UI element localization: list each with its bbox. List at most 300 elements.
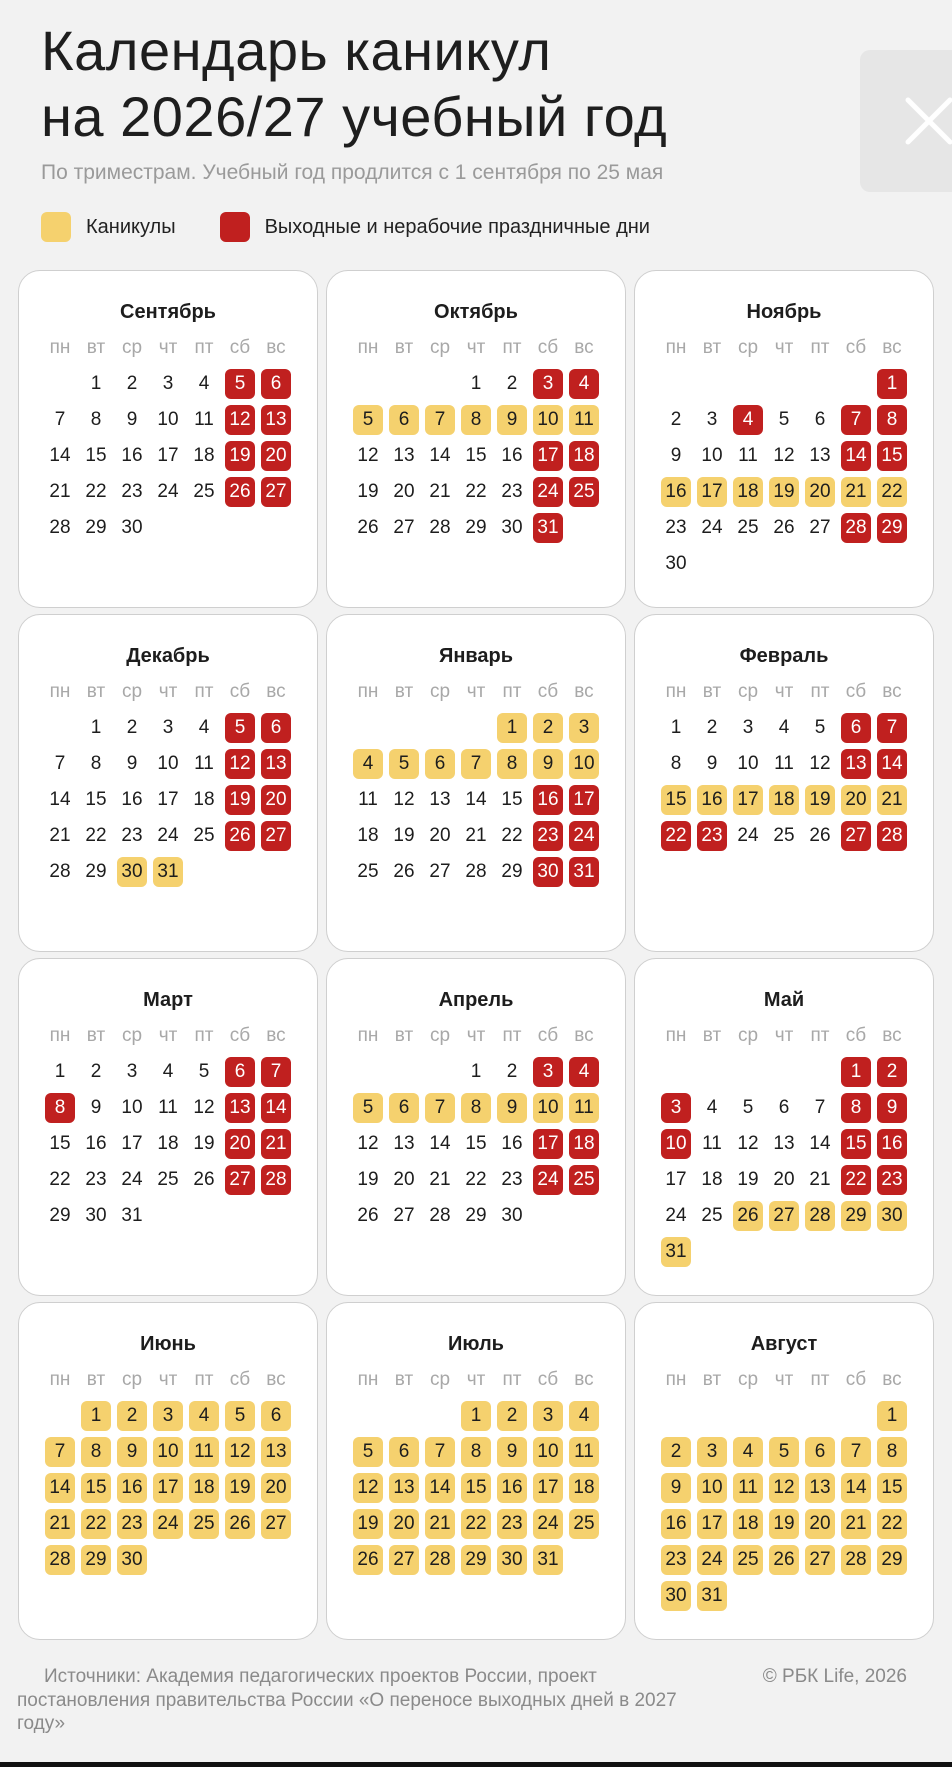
month-card <box>326 614 626 952</box>
day-cell: 11 <box>774 753 794 774</box>
weekday-label: чт <box>466 337 486 358</box>
day-cell: 23 <box>85 1169 107 1190</box>
day-cell: 18 <box>357 825 379 846</box>
day-cell-vacation: 26 <box>769 1545 799 1575</box>
day-cell: 3 <box>706 409 718 430</box>
weekday-label: вс <box>574 337 594 358</box>
weekday-label: пн <box>357 337 379 358</box>
weekday-label: пн <box>49 1369 71 1390</box>
weekday-label: сб <box>229 1369 251 1390</box>
day-cell: 20 <box>773 1169 795 1190</box>
day-cell-holiday: 27 <box>225 1165 255 1195</box>
month-name: Январь <box>438 645 514 667</box>
weekday-label: чт <box>466 681 486 702</box>
day-cell-holiday: 26 <box>225 821 255 851</box>
day-cell-vacation: 21 <box>877 785 907 815</box>
weekday-label: вт <box>86 337 106 358</box>
weekday-label: пт <box>194 337 214 358</box>
day-cell: 16 <box>501 1133 523 1154</box>
day-cell-holiday: 22 <box>841 1165 871 1195</box>
month-name: Ноябрь <box>746 301 822 323</box>
day-cell-holiday: 6 <box>261 713 291 743</box>
title-line-1: Календарь каникул <box>41 19 552 82</box>
day-cell: 22 <box>85 481 107 502</box>
day-cell: 11 <box>194 753 214 774</box>
weekday-label: ср <box>737 1369 759 1390</box>
day-cell: 5 <box>814 717 826 738</box>
day-cell-vacation: 8 <box>461 1437 491 1467</box>
day-cell-vacation: 5 <box>769 1437 799 1467</box>
weekday-label: ср <box>429 1025 451 1046</box>
day-cell-holiday: 18 <box>569 1129 599 1159</box>
weekday-label: вт <box>394 1369 414 1390</box>
day-cell-vacation: 4 <box>189 1401 219 1431</box>
month-card <box>326 270 626 608</box>
weekday-label: вт <box>394 337 414 358</box>
day-cell-vacation: 7 <box>841 1437 871 1467</box>
title-line-2: на 2026/27 учебный год <box>41 85 668 148</box>
day-cell: 13 <box>773 1133 795 1154</box>
day-cell: 21 <box>49 481 71 502</box>
day-cell-vacation: 16 <box>697 785 727 815</box>
day-cell: 26 <box>809 825 831 846</box>
day-cell-holiday: 25 <box>569 477 599 507</box>
month-name: Август <box>750 1333 818 1355</box>
day-cell-holiday: 6 <box>261 369 291 399</box>
day-cell-vacation: 18 <box>189 1473 219 1503</box>
day-cell: 11 <box>194 409 214 430</box>
day-cell: 19 <box>193 1133 215 1154</box>
weekday-label: чт <box>774 681 794 702</box>
day-cell-holiday: 2 <box>877 1057 907 1087</box>
weekday-label: пн <box>357 1025 379 1046</box>
day-cell: 16 <box>501 445 523 466</box>
weekday-label: вт <box>702 681 722 702</box>
day-cell-vacation: 16 <box>117 1473 147 1503</box>
day-cell-vacation: 5 <box>353 405 383 435</box>
legend-label-vacation: Каникулы <box>86 215 176 238</box>
day-cell-vacation: 26 <box>225 1509 255 1539</box>
day-cell: 9 <box>126 753 138 774</box>
weekday-label: пн <box>49 1025 71 1046</box>
day-cell-holiday: 24 <box>533 477 563 507</box>
day-cell: 29 <box>465 517 487 538</box>
day-cell: 11 <box>358 789 378 810</box>
day-cell: 13 <box>393 445 415 466</box>
day-cell-holiday: 8 <box>877 405 907 435</box>
day-cell-holiday: 24 <box>569 821 599 851</box>
day-cell-holiday: 10 <box>661 1129 691 1159</box>
day-cell-vacation: 13 <box>389 1473 419 1503</box>
day-cell: 19 <box>393 825 415 846</box>
day-cell-vacation: 13 <box>261 1437 291 1467</box>
day-cell-vacation: 2 <box>497 1401 527 1431</box>
weekday-label: вс <box>266 1369 286 1390</box>
day-cell: 23 <box>121 825 143 846</box>
day-cell: 20 <box>393 1169 415 1190</box>
day-cell: 22 <box>501 825 523 846</box>
day-cell: 2 <box>126 373 138 394</box>
day-cell: 21 <box>429 1169 451 1190</box>
footer-copyright: © РБК Life, 2026 <box>762 1666 907 1687</box>
day-cell-holiday: 13 <box>225 1093 255 1123</box>
day-cell: 10 <box>701 445 723 466</box>
day-cell-vacation: 6 <box>805 1437 835 1467</box>
day-cell-vacation: 4 <box>353 749 383 779</box>
day-cell-vacation: 25 <box>733 1545 763 1575</box>
day-cell: 5 <box>778 409 790 430</box>
weekday-label: сб <box>845 337 867 358</box>
day-cell-vacation: 2 <box>661 1437 691 1467</box>
day-cell: 9 <box>90 1097 102 1118</box>
day-cell: 25 <box>157 1169 179 1190</box>
day-cell-vacation: 30 <box>877 1201 907 1231</box>
day-cell: 7 <box>54 409 66 430</box>
weekday-label: вс <box>574 681 594 702</box>
day-cell-holiday: 1 <box>877 369 907 399</box>
day-cell: 22 <box>49 1169 71 1190</box>
day-cell: 1 <box>670 717 682 738</box>
day-cell: 1 <box>54 1061 66 1082</box>
day-cell: 8 <box>90 753 102 774</box>
day-cell: 15 <box>501 789 523 810</box>
day-cell: 12 <box>773 445 795 466</box>
day-cell-holiday: 17 <box>533 441 563 471</box>
day-cell-vacation: 12 <box>353 1473 383 1503</box>
day-cell: 11 <box>702 1133 722 1154</box>
day-cell-holiday: 3 <box>533 369 563 399</box>
day-cell-vacation: 8 <box>877 1437 907 1467</box>
day-cell-holiday: 28 <box>261 1165 291 1195</box>
page-subtitle: По триместрам. Учебный год продлится с 1 сентября по 25 мая <box>41 161 664 184</box>
day-cell-vacation: 14 <box>45 1473 75 1503</box>
day-cell-vacation: 19 <box>353 1509 383 1539</box>
day-cell: 25 <box>193 481 215 502</box>
day-cell-vacation: 7 <box>425 1437 455 1467</box>
day-cell: 12 <box>357 1133 379 1154</box>
day-cell: 28 <box>429 517 451 538</box>
day-cell-holiday: 28 <box>841 513 871 543</box>
weekday-label: ср <box>429 337 451 358</box>
weekday-label: вт <box>86 681 106 702</box>
day-cell-vacation: 12 <box>225 1437 255 1467</box>
day-cell: 10 <box>157 409 179 430</box>
day-cell-vacation: 16 <box>661 1509 691 1539</box>
day-cell: 14 <box>429 1133 451 1154</box>
day-cell-vacation: 6 <box>389 405 419 435</box>
day-cell-holiday: 6 <box>841 713 871 743</box>
day-cell-vacation: 19 <box>225 1473 255 1503</box>
day-cell: 2 <box>706 717 718 738</box>
day-cell-holiday: 17 <box>533 1129 563 1159</box>
day-cell: 19 <box>737 1169 759 1190</box>
day-cell-vacation: 22 <box>461 1509 491 1539</box>
month-name: Май <box>763 989 805 1011</box>
day-cell-vacation: 16 <box>661 477 691 507</box>
month-name: Февраль <box>739 645 829 667</box>
day-cell: 28 <box>49 517 71 538</box>
day-cell-holiday: 3 <box>533 1057 563 1087</box>
day-cell-vacation: 20 <box>841 785 871 815</box>
day-cell-vacation: 20 <box>389 1509 419 1539</box>
weekday-label: пт <box>502 1025 522 1046</box>
day-cell-holiday: 4 <box>733 405 763 435</box>
footer-sources: Источники: Академия педагогических проектов России, проект постановления правительства России «О переносе выходных дней в 2027 году» <box>17 1666 677 1734</box>
day-cell-vacation: 11 <box>733 1473 763 1503</box>
day-cell-vacation: 10 <box>569 749 599 779</box>
weekday-label: сб <box>845 1025 867 1046</box>
day-cell: 26 <box>357 517 379 538</box>
day-cell-vacation: 9 <box>497 405 527 435</box>
day-cell-vacation: 2 <box>533 713 563 743</box>
weekday-label: сб <box>229 337 251 358</box>
weekday-label: вт <box>702 337 722 358</box>
day-cell-vacation: 24 <box>533 1509 563 1539</box>
weekday-label: ср <box>121 1025 143 1046</box>
weekday-label: чт <box>774 1025 794 1046</box>
day-cell-vacation: 14 <box>841 1473 871 1503</box>
month-name: Декабрь <box>126 645 210 667</box>
weekday-label: пт <box>810 681 830 702</box>
weekday-label: вт <box>702 1369 722 1390</box>
day-cell: 28 <box>429 1205 451 1226</box>
weekday-label: вт <box>86 1369 106 1390</box>
day-cell: 7 <box>54 753 66 774</box>
day-cell-holiday: 24 <box>533 1165 563 1195</box>
day-cell: 12 <box>357 445 379 466</box>
day-cell: 17 <box>157 789 179 810</box>
day-cell-vacation: 27 <box>769 1201 799 1231</box>
day-cell-holiday: 18 <box>569 441 599 471</box>
day-cell: 8 <box>670 753 682 774</box>
day-cell-holiday: 16 <box>533 785 563 815</box>
day-cell-vacation: 7 <box>461 749 491 779</box>
day-cell: 18 <box>157 1133 179 1154</box>
day-cell-holiday: 30 <box>533 857 563 887</box>
day-cell-vacation: 17 <box>153 1473 183 1503</box>
weekday-label: пт <box>502 337 522 358</box>
day-cell: 23 <box>121 481 143 502</box>
day-cell: 5 <box>198 1061 210 1082</box>
day-cell-vacation: 22 <box>877 1509 907 1539</box>
day-cell-vacation: 29 <box>461 1545 491 1575</box>
day-cell: 9 <box>126 409 138 430</box>
day-cell: 12 <box>809 753 831 774</box>
day-cell-holiday: 27 <box>261 821 291 851</box>
day-cell-vacation: 6 <box>389 1093 419 1123</box>
day-cell-holiday: 13 <box>261 749 291 779</box>
day-cell: 17 <box>157 445 179 466</box>
weekday-label: чт <box>466 1369 486 1390</box>
weekday-label: чт <box>774 1369 794 1390</box>
day-cell: 7 <box>814 1097 826 1118</box>
day-cell-vacation: 21 <box>425 1509 455 1539</box>
day-cell: 18 <box>193 445 215 466</box>
day-cell: 4 <box>198 373 210 394</box>
day-cell-holiday: 8 <box>841 1093 871 1123</box>
day-cell-vacation: 11 <box>569 405 599 435</box>
weekday-label: пт <box>194 1025 214 1046</box>
day-cell: 20 <box>393 481 415 502</box>
day-cell-holiday: 20 <box>225 1129 255 1159</box>
day-cell-vacation: 24 <box>697 1545 727 1575</box>
day-cell-vacation: 17 <box>533 1473 563 1503</box>
day-cell-vacation: 23 <box>117 1509 147 1539</box>
weekday-label: пн <box>665 337 687 358</box>
weekday-label: вт <box>86 1025 106 1046</box>
day-cell: 24 <box>665 1205 687 1226</box>
weekday-label: пн <box>665 1025 687 1046</box>
day-cell: 13 <box>809 445 831 466</box>
day-cell-vacation: 8 <box>497 749 527 779</box>
weekday-label: сб <box>537 681 559 702</box>
day-cell: 13 <box>429 789 451 810</box>
day-cell: 2 <box>506 373 518 394</box>
month-card <box>326 958 626 1296</box>
weekday-label: сб <box>537 1025 559 1046</box>
day-cell-vacation: 5 <box>225 1401 255 1431</box>
day-cell: 22 <box>465 1169 487 1190</box>
day-cell-vacation: 6 <box>389 1437 419 1467</box>
day-cell-vacation: 5 <box>353 1437 383 1467</box>
day-cell-vacation: 17 <box>697 1509 727 1539</box>
day-cell-vacation: 12 <box>769 1473 799 1503</box>
day-cell-holiday: 19 <box>225 441 255 471</box>
day-cell-vacation: 11 <box>189 1437 219 1467</box>
day-cell-holiday: 8 <box>45 1093 75 1123</box>
weekday-label: ср <box>737 681 759 702</box>
day-cell: 30 <box>501 517 523 538</box>
weekday-label: пт <box>502 1369 522 1390</box>
weekday-label: вс <box>882 681 902 702</box>
day-cell-vacation: 17 <box>733 785 763 815</box>
day-cell-vacation: 6 <box>425 749 455 779</box>
day-cell: 1 <box>90 373 102 394</box>
weekday-label: сб <box>845 681 867 702</box>
weekday-label: сб <box>845 1369 867 1390</box>
day-cell: 5 <box>742 1097 754 1118</box>
day-cell: 27 <box>393 517 415 538</box>
day-cell-vacation: 23 <box>497 1509 527 1539</box>
weekday-label: пн <box>665 681 687 702</box>
day-cell: 22 <box>85 825 107 846</box>
day-cell: 13 <box>393 1133 415 1154</box>
day-cell: 18 <box>701 1169 723 1190</box>
day-cell-holiday: 27 <box>261 477 291 507</box>
day-cell-vacation: 24 <box>153 1509 183 1539</box>
day-cell: 30 <box>85 1205 107 1226</box>
day-cell-vacation: 30 <box>117 857 147 887</box>
day-cell-vacation: 28 <box>805 1201 835 1231</box>
day-cell: 23 <box>665 517 687 538</box>
day-cell: 24 <box>121 1169 143 1190</box>
day-cell: 14 <box>49 445 71 466</box>
month-card <box>18 270 318 608</box>
day-cell: 20 <box>429 825 451 846</box>
day-cell-vacation: 26 <box>353 1545 383 1575</box>
weekday-label: чт <box>774 337 794 358</box>
day-cell: 14 <box>49 789 71 810</box>
day-cell: 1 <box>470 373 482 394</box>
day-cell: 21 <box>429 481 451 502</box>
day-cell-holiday: 15 <box>877 441 907 471</box>
day-cell: 3 <box>126 1061 138 1082</box>
day-cell-vacation: 31 <box>697 1581 727 1611</box>
day-cell: 30 <box>501 1205 523 1226</box>
month-name: Июнь <box>140 1333 196 1355</box>
day-cell: 26 <box>393 861 415 882</box>
month-card <box>18 1302 318 1640</box>
day-cell: 10 <box>121 1097 143 1118</box>
day-cell-vacation: 9 <box>661 1473 691 1503</box>
weekday-label: вс <box>266 681 286 702</box>
weekday-label: пн <box>665 1369 687 1390</box>
month-card <box>18 614 318 952</box>
month-name: Июль <box>448 1333 504 1355</box>
day-cell-vacation: 19 <box>805 785 835 815</box>
day-cell-holiday: 27 <box>841 821 871 851</box>
day-cell-vacation: 9 <box>497 1437 527 1467</box>
day-cell-holiday: 7 <box>877 713 907 743</box>
day-cell-vacation: 1 <box>81 1401 111 1431</box>
day-cell-vacation: 5 <box>389 749 419 779</box>
weekday-label: вт <box>394 681 414 702</box>
day-cell-holiday: 7 <box>841 405 871 435</box>
day-cell-holiday: 20 <box>261 441 291 471</box>
weekday-label: ср <box>429 1369 451 1390</box>
weekday-label: чт <box>158 1025 178 1046</box>
day-cell-holiday: 29 <box>877 513 907 543</box>
day-cell-vacation: 3 <box>697 1437 727 1467</box>
day-cell-vacation: 29 <box>877 1545 907 1575</box>
day-cell-holiday: 3 <box>661 1093 691 1123</box>
day-cell-vacation: 28 <box>45 1545 75 1575</box>
day-cell: 16 <box>121 789 143 810</box>
day-cell: 29 <box>85 517 107 538</box>
day-cell-holiday: 6 <box>225 1057 255 1087</box>
day-cell-vacation: 10 <box>153 1437 183 1467</box>
day-cell-vacation: 19 <box>769 477 799 507</box>
day-cell-vacation: 21 <box>841 1509 871 1539</box>
day-cell-holiday: 14 <box>877 749 907 779</box>
day-cell: 21 <box>809 1169 831 1190</box>
day-cell-holiday: 12 <box>225 405 255 435</box>
day-cell: 23 <box>501 481 523 502</box>
weekday-label: вс <box>882 1369 902 1390</box>
day-cell-vacation: 16 <box>497 1473 527 1503</box>
day-cell-vacation: 22 <box>81 1509 111 1539</box>
day-cell: 28 <box>465 861 487 882</box>
day-cell: 16 <box>121 445 143 466</box>
day-cell: 23 <box>501 1169 523 1190</box>
day-cell-vacation: 28 <box>841 1545 871 1575</box>
day-cell: 31 <box>121 1205 143 1226</box>
day-cell-holiday: 19 <box>225 785 255 815</box>
day-cell: 25 <box>737 517 759 538</box>
day-cell: 25 <box>701 1205 723 1226</box>
weekday-label: ср <box>737 1025 759 1046</box>
day-cell: 11 <box>738 445 758 466</box>
day-cell-vacation: 15 <box>877 1473 907 1503</box>
month-card <box>634 270 934 608</box>
day-cell: 25 <box>193 825 215 846</box>
day-cell: 4 <box>778 717 790 738</box>
day-cell-vacation: 20 <box>805 1509 835 1539</box>
day-cell-holiday: 5 <box>225 713 255 743</box>
weekday-label: чт <box>158 681 178 702</box>
bottom-bar <box>0 1762 952 1767</box>
day-cell-vacation: 1 <box>877 1401 907 1431</box>
